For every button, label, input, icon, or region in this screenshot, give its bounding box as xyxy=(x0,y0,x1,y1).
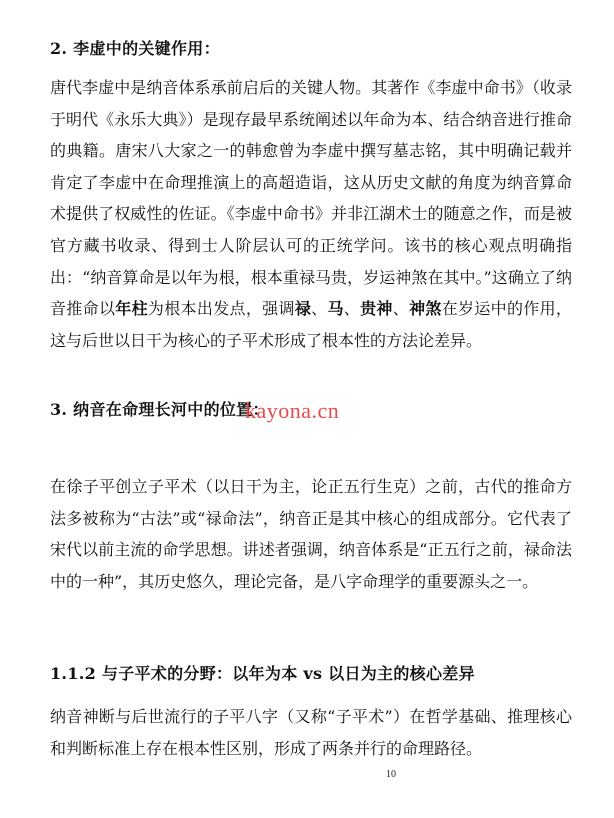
section-2-paragraph xyxy=(50,72,572,356)
section-2-text-part-3: 在岁运中的作用，这与后世以日干为核心的子平术形成了根本性的方法论差异。 xyxy=(50,299,572,350)
term-lu: 禄 xyxy=(294,299,312,319)
section-3-heading: 3. 纳音在命理长河中的位置： xyxy=(50,400,269,419)
term-nianzhu: 年柱 xyxy=(115,299,148,319)
page-number: 10 xyxy=(386,769,396,780)
section-1-1-2-heading: 1.1.2 与子平术的分野：以年为本 vs 以日为主的核心差异 xyxy=(50,664,475,683)
section-3-paragraph: 在徐子平创立子平术（以日干为主，论正五行生克）之前，古代的推命方法多被称为“古法”或“禄命法”，纳音正是其中核心的组成部分。它代表了宋代以前主流的命学思想。讲述者强调，纳音体系是“正五行之前，禄命法中的一种”，其历史悠久，理论完备，是八字命理学的重要源头之一。 xyxy=(50,477,572,591)
separator: 、 xyxy=(392,299,410,319)
section-1-1-2-paragraph: 纳音神断与后世流行的子平八字（又称“子平术”）在哲学基础、推理核心和判断标准上存在根本性区别，形成了两条并行的命理路径。 xyxy=(50,707,572,758)
section-2-text-part-1: 唐代李虚中是纳音体系承前启后的关键人物。其著作《李虚中命书》（收录于明代《永乐大典》）是现存最早系统阐述以年命为本、结合纳音进行推命的典籍。唐宋八大家之一的韩愈曾为李虚中撰写墓志铭，其中明确记载并肯定了李虚中在命理推演上的高超造诣，这从历史文献的角度为纳音算命术提供了权威性的佐证。《李虚中命书》并非江湖术士的随意之作，而是被官方藏书收录、得到士人阶层认可的正统学问。该书的核心观点明确指出：“纳音算命是以年为根，根本重禄马贵，岁运神煞在其中。”这确立了纳音推命以 xyxy=(50,78,572,319)
term-ma: 马 xyxy=(327,299,344,319)
term-guishen: 贵神 xyxy=(360,299,393,319)
term-shensha: 神煞 xyxy=(409,299,442,319)
separator: 、 xyxy=(311,299,328,319)
watermark: kayona.cn xyxy=(245,398,340,423)
section-2-heading: 2. 李虚中的关键作用： xyxy=(50,39,220,58)
separator: 、 xyxy=(343,299,361,319)
section-2-text-part-2: 为根本出发点，强调 xyxy=(147,299,295,319)
